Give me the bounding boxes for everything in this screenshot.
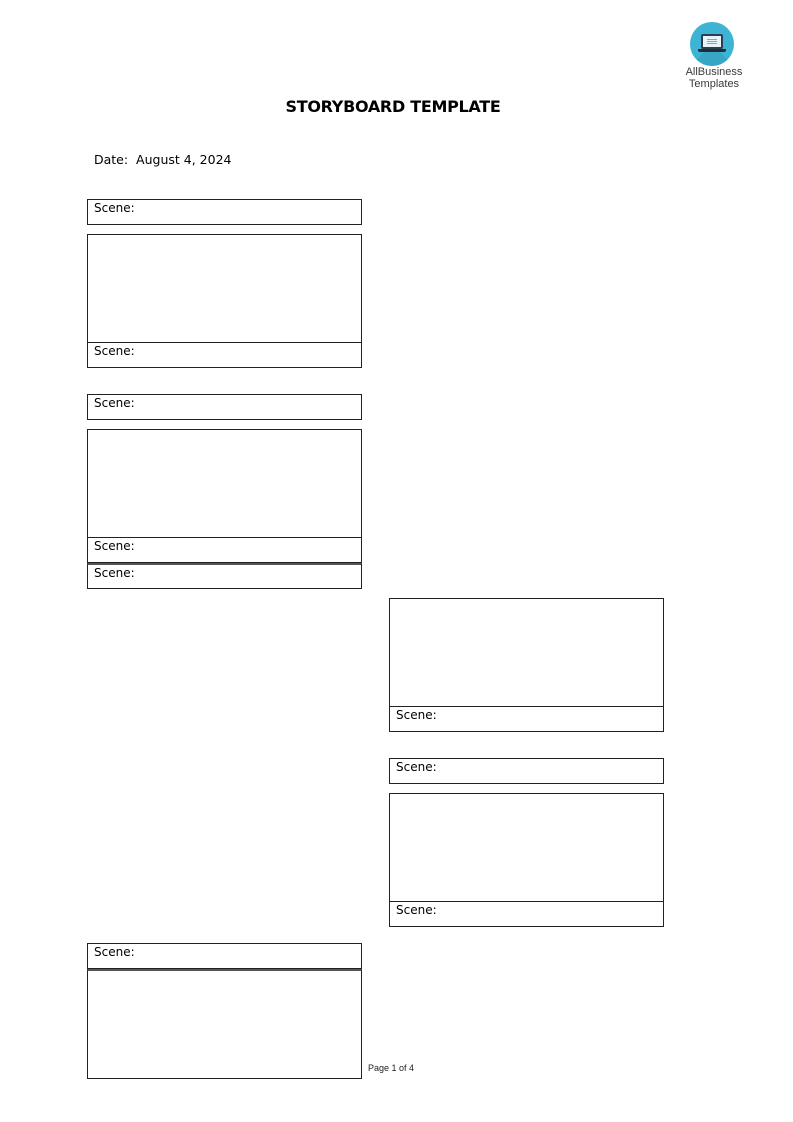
scene-field[interactable]: Scene:	[389, 901, 664, 927]
date-value[interactable]: August 4, 2024	[136, 152, 232, 167]
scene-field[interactable]: Scene:	[389, 758, 664, 784]
storyboard-frame[interactable]	[87, 429, 362, 538]
scene-field[interactable]: Scene:	[87, 199, 362, 225]
scene-field[interactable]: Scene:	[87, 943, 362, 969]
date-label: Date:	[94, 152, 129, 167]
scene-field[interactable]: Scene:	[87, 563, 362, 589]
page-title: STORYBOARD TEMPLATE	[285, 97, 501, 116]
logo-text: AllBusiness Templates	[685, 66, 743, 90]
storyboard-frame[interactable]	[87, 234, 362, 343]
scene-field[interactable]: Scene:	[87, 342, 362, 368]
scene-field[interactable]: Scene:	[87, 537, 362, 563]
date-line	[94, 152, 231, 167]
storyboard-frame[interactable]	[87, 969, 362, 1079]
storyboard-frame[interactable]	[389, 793, 664, 902]
scene-field[interactable]: Scene:	[87, 394, 362, 420]
storyboard-frame[interactable]	[389, 598, 664, 707]
logo-circle	[690, 22, 734, 66]
laptop-icon	[701, 34, 723, 49]
scene-field[interactable]: Scene:	[389, 706, 664, 732]
page-number: Page 1 of 4	[368, 1063, 415, 1073]
allbusiness-templates-logo	[682, 22, 752, 94]
